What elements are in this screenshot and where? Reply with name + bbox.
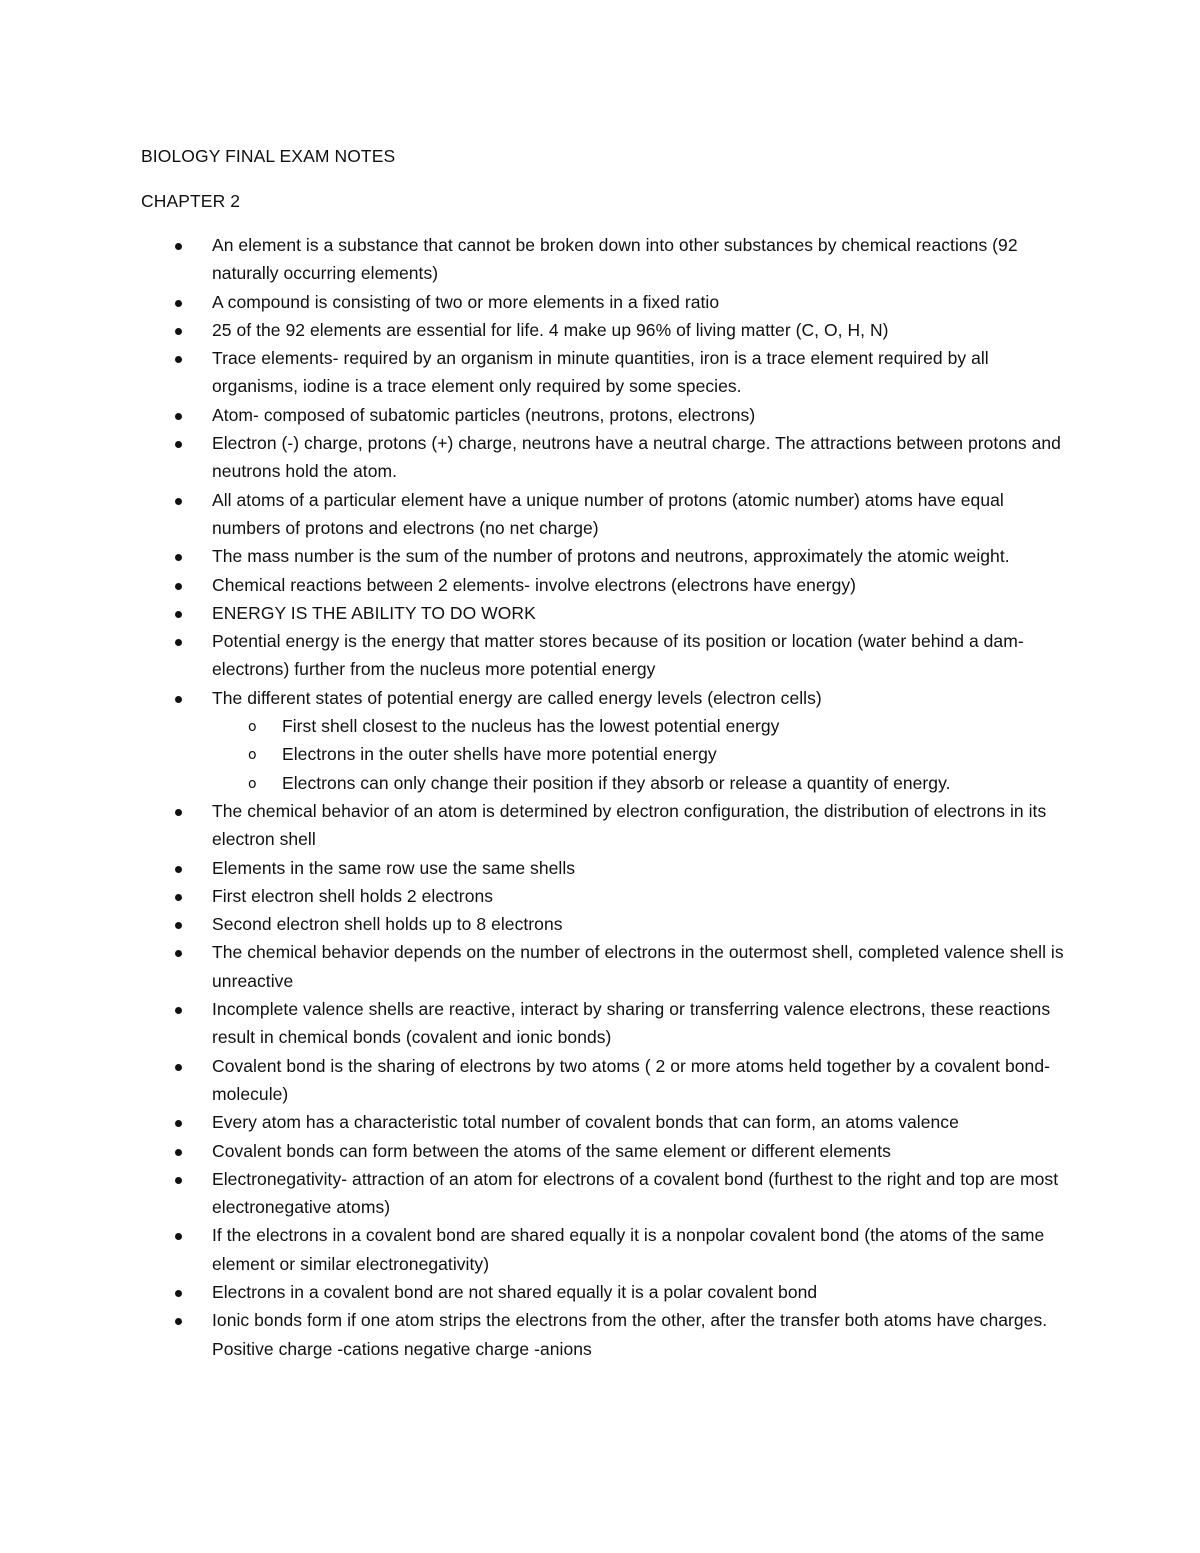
list-item-text: Electronegativity- attraction of an atom for electrons of a covalent bond (furthest to the right and top are most electronegative atoms) (212, 1168, 1059, 1218)
sublist-item (141, 740, 1076, 768)
list-item (141, 344, 1076, 401)
list-item-text: ENERGY IS THE ABILITY TO DO WORK (212, 602, 536, 623)
list-item (141, 910, 1076, 938)
bullet-icon (175, 413, 182, 420)
list-item (141, 854, 1076, 882)
bullet-icon (175, 1318, 182, 1325)
chapter-heading: CHAPTER 2 (141, 191, 241, 211)
list-item (141, 599, 1076, 627)
bullet-icon (175, 639, 182, 646)
list-item-text: Ionic bonds form if one atom strips the electrons from the other, after the transfer both atoms have charges. Positive charge -cations negative charge -anions (212, 1310, 1048, 1359)
bullet-icon (175, 1149, 182, 1156)
bullet-icon (175, 809, 182, 816)
sublist-item-text: First shell closest to the nucleus has the lowest potential energy (282, 716, 780, 737)
list-item-text: The mass number is the sum of the number of protons and neutrons, approximately the atomic weight. (212, 546, 1010, 567)
list-item (141, 797, 1076, 854)
list-item-text: The chemical behavior of an atom is determined by electron configuration, the distribution of electrons in its electron shell (212, 800, 1047, 850)
list-item-text: Electrons in a covalent bond are not shared equally it is a polar covalent bond (212, 1281, 818, 1302)
list-item (141, 882, 1076, 910)
list-item-text: Incomplete valence shells are reactive, interact by sharing or transferring valence electrons, these reactions result in chemical bonds (covalent and ionic bonds) (212, 999, 1051, 1048)
list-item-text: An element is a substance that cannot be broken down into other substances by chemical reactions (92 naturally occurring elements) (212, 235, 1018, 284)
bullet-icon (175, 583, 182, 590)
list-item-text: All atoms of a particular element have a unique number of protons (atomic number) atoms have equal numbers of protons and electrons (no net charge) (212, 489, 1004, 538)
list-item (141, 1108, 1076, 1136)
list-item-text: If the electrons in a covalent bond are shared equally it is a nonpolar covalent bond (the atoms of the same element or similar electronegativity) (212, 1225, 1045, 1274)
bullet-icon (175, 1177, 182, 1184)
list-item (141, 1137, 1076, 1165)
list-item-text: 25 of the 92 elements are essential for life. 4 make up 96% of living matter (C, O, H, N) (212, 319, 889, 340)
list-item-text: Chemical reactions between 2 elements- involve electrons (electrons have energy) (212, 574, 857, 595)
list-item (141, 627, 1076, 684)
bullet-icon (175, 554, 182, 561)
list-item (141, 1306, 1076, 1363)
sublist-item (141, 712, 1076, 740)
list-item (141, 995, 1076, 1052)
list-item-text: Second electron shell holds up to 8 electrons (212, 914, 563, 935)
bullet-icon (175, 498, 182, 505)
list-item-text: Covalent bond is the sharing of electrons by two atoms ( 2 or more atoms held together by a covalent bond- molecule) (212, 1055, 1050, 1104)
bullet-icon (175, 1064, 182, 1071)
bullet-icon (175, 356, 182, 363)
list-item (141, 486, 1076, 543)
list-item-text: Atom- composed of subatomic particles (neutrons, protons, electrons) (212, 404, 756, 425)
document-title: BIOLOGY FINAL EXAM NOTES (141, 146, 396, 166)
list-item-text: Every atom has a characteristic total number of covalent bonds that can form, an atoms valence (212, 1112, 959, 1133)
hollow-bullet-icon: o (248, 775, 257, 792)
list-item (141, 401, 1076, 429)
hollow-bullet-icon: o (248, 719, 257, 736)
bullet-icon (175, 1290, 182, 1297)
list-item-text: Electron (-) charge, protons (+) charge, neutrons have a neutral charge. The attractions between protons and neutrons hold the atom. (212, 433, 1061, 482)
hollow-bullet-icon: o (248, 747, 257, 764)
list-item (141, 231, 1076, 288)
list-item (141, 938, 1076, 995)
list-item (141, 1278, 1076, 1306)
bullet-icon (175, 894, 182, 901)
list-item (141, 571, 1076, 599)
bullet-icon (175, 950, 182, 957)
document-body (141, 142, 1076, 1363)
bullet-icon (175, 611, 182, 618)
list-item (141, 1221, 1076, 1278)
list-item-text: Trace elements- required by an organism in minute quantities, iron is a trace element required by all organisms, iodine is a trace element only required by some species. (212, 348, 989, 397)
sublist-item-text: Electrons in the outer shells have more potential energy (282, 744, 717, 765)
list-item-text: The chemical behavior depends on the number of electrons in the outermost shell, completed valence shell is unreactive (212, 942, 1064, 991)
list-item (141, 316, 1076, 344)
energy-levels-sublist (212, 712, 1076, 797)
list-item (141, 1165, 1076, 1222)
list-item-text: A compound is consisting of two or more elements in a fixed ratio (212, 291, 720, 312)
list-item-text: The different states of potential energy are called energy levels (electron cells) (212, 687, 822, 708)
bullet-icon (175, 696, 182, 703)
list-item (141, 684, 1076, 797)
bullet-icon (175, 300, 182, 307)
bullet-icon (175, 922, 182, 929)
bullet-icon (175, 243, 182, 250)
list-item-text: Potential energy is the energy that matter stores because of its position or location (water behind a dam- electrons) further from the nucleus more potential energy (212, 631, 1024, 680)
bullet-icon (175, 441, 182, 448)
list-item-text: First electron shell holds 2 electrons (212, 885, 494, 906)
sublist-item (141, 769, 1076, 797)
bullet-icon (175, 866, 182, 873)
list-item-text: Elements in the same row use the same shells (212, 857, 576, 878)
sublist-item-text: Electrons can only change their position if they absorb or release a quantity of energy. (282, 772, 951, 793)
bullet-icon (175, 1007, 182, 1014)
list-item (141, 542, 1076, 570)
notes-bullet-list (141, 231, 1076, 1363)
bullet-icon (175, 1120, 182, 1127)
list-item-text: Covalent bonds can form between the atoms of the same element or different elements (212, 1140, 891, 1161)
bullet-icon (175, 328, 182, 335)
bullet-icon (175, 1233, 182, 1240)
list-item (141, 1052, 1076, 1109)
list-item (141, 288, 1076, 316)
list-item (141, 429, 1076, 486)
